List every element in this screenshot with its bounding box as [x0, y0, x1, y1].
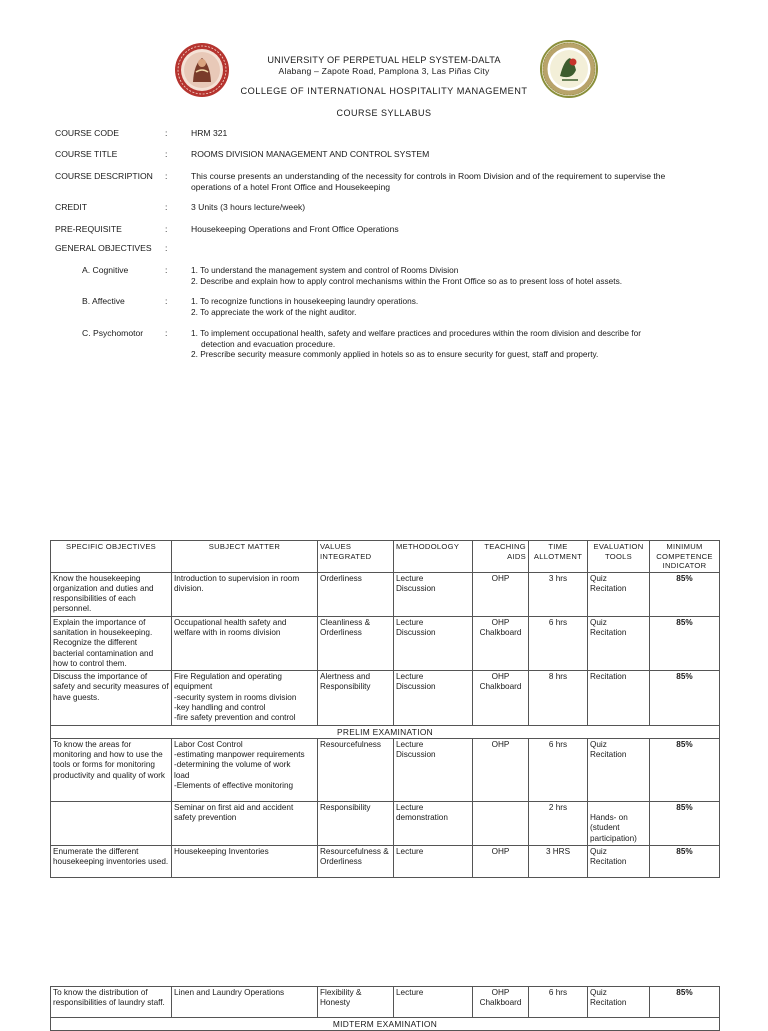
cognitive-objectives — [191, 265, 701, 286]
cell-values: Resourcefulness — [318, 738, 394, 801]
header-minimum-competence: MINIMUM COMPETENCE INDICATOR — [650, 541, 720, 573]
objective-item: 2. Describe and explain how to apply control mechanisms within the Front Office so as to present loss of hotel assets. — [191, 275, 623, 286]
colon: : — [165, 128, 168, 138]
header-specific-objectives: SPECIFIC OBJECTIVES — [51, 541, 172, 573]
cognitive-label: A. Cognitive — [82, 265, 129, 275]
cell-teaching-aids: OHP — [473, 738, 529, 801]
cell-teaching-aids: OHP Chalkboard — [473, 671, 529, 725]
midterm-exam-label: MIDTERM EXAMINATION — [51, 1018, 720, 1031]
prerequisite-label: PRE-REQUISITE — [55, 224, 122, 234]
table-row — [51, 572, 720, 616]
cell-objective: Explain the importance of sanitation in housekeeping. Recognize the different bacterial contamination and how to control them. — [51, 616, 172, 670]
prerequisite-value: Housekeeping Operations and Front Office Operations — [191, 224, 399, 234]
header-subject-matter: SUBJECT MATTER — [172, 541, 318, 573]
affective-objectives — [191, 296, 701, 317]
colon: : — [165, 171, 168, 181]
table-row — [51, 845, 720, 877]
objective-item: 1. To understand the management system and control of Rooms Division — [191, 265, 459, 275]
colon: : — [165, 202, 168, 212]
syllabus-table — [50, 540, 720, 878]
course-code-label: COURSE CODE — [55, 128, 119, 138]
cell-objective: To know the distribution of responsibilities of laundry staff. — [51, 987, 172, 1018]
table-row — [51, 671, 720, 725]
colon: : — [165, 243, 168, 253]
prelim-exam-label: PRELIM EXAMINATION — [51, 725, 720, 738]
cell-subject: Occupational health safety and welfare with in rooms division — [172, 616, 318, 670]
cell-teaching-aids — [473, 801, 529, 845]
cell-subject: Housekeeping Inventories — [172, 845, 318, 877]
cell-methodology: Lecture Discussion — [394, 738, 473, 801]
syllabus-table-continued — [50, 986, 720, 1031]
cell-values: Cleanliness & Orderliness — [318, 616, 394, 670]
colon: : — [165, 296, 168, 306]
psychomotor-objectives — [191, 328, 701, 360]
psychomotor-label: C. Psychomotor — [82, 328, 144, 338]
course-code: HRM 321 — [191, 128, 228, 138]
cell-competence: 85% — [650, 987, 720, 1018]
cell-competence: 85% — [650, 801, 720, 845]
objective-item: 2. Prescribe security measure commonly applied in hotels so as to ensure security for guest, staff and property. — [191, 349, 599, 359]
cell-evaluation: Recitation — [588, 671, 650, 725]
cell-methodology: Lecture — [394, 987, 473, 1018]
cell-evaluation: Quiz Recitation — [588, 987, 650, 1018]
cell-values: Resourcefulness & Orderliness — [318, 845, 394, 877]
cell-time: 2 hrs — [529, 801, 588, 845]
cell-competence: 85% — [650, 738, 720, 801]
cell-teaching-aids: OHP Chalkboard — [473, 616, 529, 670]
cell-evaluation: Hands- on (student participation) — [588, 801, 650, 845]
header-time-allotment: TIME ALLOTMENT — [529, 541, 588, 573]
college-name: COLLEGE OF INTERNATIONAL HOSPITALITY MANAGEMENT — [240, 86, 528, 96]
cell-teaching-aids: OHP — [473, 845, 529, 877]
cell-time: 3 HRS — [529, 845, 588, 877]
cell-objective: Discuss the importance of safety and security measures of have guests. — [51, 671, 172, 725]
cell-objective: Enumerate the different housekeeping inventories used. — [51, 845, 172, 877]
table-row — [51, 987, 720, 1018]
cell-values: Flexibility & Honesty — [318, 987, 394, 1018]
table-row — [51, 616, 720, 670]
cell-values: Responsibility — [318, 801, 394, 845]
course-description: This course presents an understanding of the necessity for controls in Room Division and of the requirement to supervise the operations of a hotel Front Office and Housekeeping — [191, 171, 666, 192]
table-row — [51, 738, 720, 801]
cell-teaching-aids: OHP — [473, 572, 529, 616]
cell-values: Orderliness — [318, 572, 394, 616]
objective-item: 2. To appreciate the work of the night auditor. — [191, 306, 357, 317]
cell-subject: Labor Cost Control -estimating manpower requirements -determining the volume of work load -Elements of effective monitoring — [172, 738, 318, 801]
objective-item: detection and evacuation procedure. — [201, 338, 336, 349]
colon: : — [165, 265, 168, 275]
table-header-row — [51, 541, 720, 573]
cell-time: 3 hrs — [529, 572, 588, 616]
document-title: COURSE SYLLABUS — [336, 108, 432, 118]
cell-subject: Linen and Laundry Operations — [172, 987, 318, 1018]
cell-objective: To know the areas for monitoring and how to use the tools or forms for monitoring productivity and quality of work — [51, 738, 172, 801]
header-evaluation-tools: EVALUATION TOOLS — [588, 541, 650, 573]
colon: : — [165, 328, 168, 338]
header-teaching-aids: TEACHING AIDS — [473, 541, 529, 573]
cell-methodology: Lecture Discussion — [394, 671, 473, 725]
cell-teaching-aids: OHP Chalkboard — [473, 987, 529, 1018]
cell-values: Alertness and Responsibility — [318, 671, 394, 725]
table-row — [51, 801, 720, 845]
cell-evaluation: Quiz Recitation — [588, 572, 650, 616]
cell-subject: Fire Regulation and operating equipment -security system in rooms division -key handling and control -fire safety prevention and control — [172, 671, 318, 725]
cell-methodology: Lecture Discussion — [394, 616, 473, 670]
colon: : — [165, 224, 168, 234]
objective-item: 1. To recognize functions in housekeeping laundry operations. — [191, 296, 419, 306]
cell-time: 6 hrs — [529, 616, 588, 670]
cell-evaluation: Quiz Recitation — [588, 845, 650, 877]
cell-competence: 85% — [650, 616, 720, 670]
header-values-integrated: VALUES INTEGRATED — [318, 541, 394, 573]
general-objectives-label: GENERAL OBJECTIVES — [55, 243, 152, 253]
header-methodology: METHODOLOGY — [394, 541, 473, 573]
cell-methodology: Lecture demonstration — [394, 801, 473, 845]
cell-competence: 85% — [650, 671, 720, 725]
course-title-label: COURSE TITLE — [55, 149, 118, 159]
cell-subject: Seminar on first aid and accident safety prevention — [172, 801, 318, 845]
affective-label: B. Affective — [82, 296, 125, 306]
cell-subject: Introduction to supervision in room division. — [172, 572, 318, 616]
university-address: Alabang – Zapote Road, Pamplona 3, Las Piñas City — [278, 66, 490, 76]
cell-competence: 85% — [650, 572, 720, 616]
cell-time: 8 hrs — [529, 671, 588, 725]
course-title: ROOMS DIVISION MANAGEMENT AND CONTROL SYSTEM — [191, 149, 430, 159]
cell-objective — [51, 801, 172, 845]
cell-evaluation: Quiz Recitation — [588, 738, 650, 801]
cell-methodology: Lecture Discussion — [394, 572, 473, 616]
credit-label: CREDIT — [55, 202, 87, 212]
cell-competence: 85% — [650, 845, 720, 877]
cell-time: 6 hrs — [529, 738, 588, 801]
midterm-exam-row — [51, 1018, 720, 1031]
cell-time: 6 hrs — [529, 987, 588, 1018]
colon: : — [165, 149, 168, 159]
cell-evaluation: Quiz Recitation — [588, 616, 650, 670]
cell-methodology: Lecture — [394, 845, 473, 877]
objective-item: 1. To implement occupational health, safety and welfare practices and procedures within the room division and describe for — [191, 328, 641, 338]
cell-objective: Know the housekeeping organization and duties and responsibilities of each personnel. — [51, 572, 172, 616]
prelim-exam-row — [51, 725, 720, 738]
credit-value: 3 Units (3 hours lecture/week) — [191, 202, 306, 212]
university-name: UNIVERSITY OF PERPETUAL HELP SYSTEM-DALTA — [267, 55, 501, 65]
course-description-label: COURSE DESCRIPTION — [55, 171, 153, 181]
